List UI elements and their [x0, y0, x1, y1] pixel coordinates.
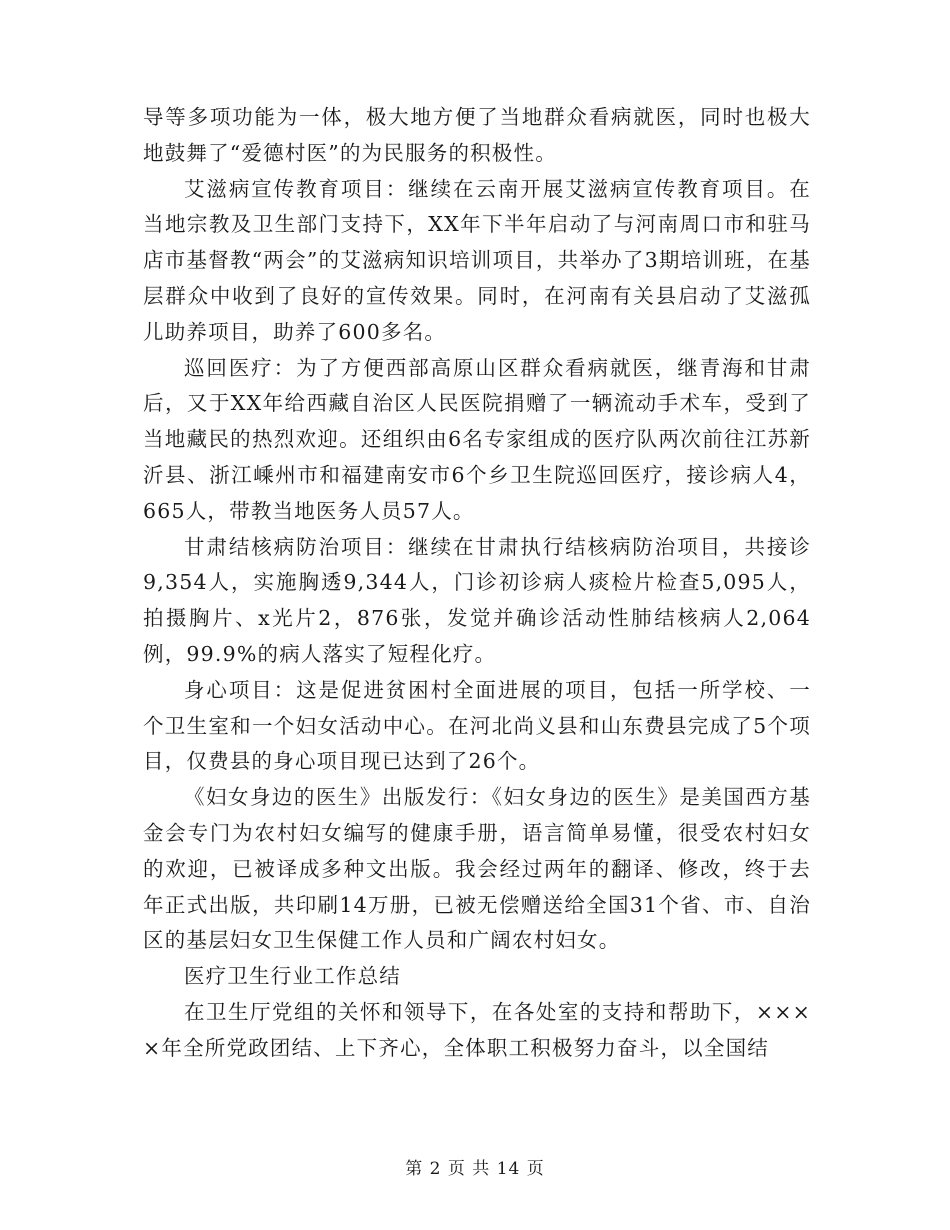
paragraph-book-publication: 《妇女身边的医生》出版发行：《妇女身边的医生》是美国西方基金会专门为农村妇女编写的健康手册，语言简单易懂，很受农村妇女的欢迎，已被译成多种文出版。我会经过两年的翻译、修改，终于去年正式出版，共印刷14万册，已被无偿赠送给全国31个省、市、自治区的基层妇女卫生保健工作人员和广阔农村妇女。: [143, 785, 811, 953]
document-body: [143, 100, 811, 1067]
paragraph-continued: 导等多项功能为一体，极大地方便了当地群众看病就医，同时也极大地鼓舞了“爱德村医”的为民服务的积极性。: [143, 105, 811, 165]
paragraph-aids-education: 艾滋病宣传教育项目：继续在云南开展艾滋病宣传教育项目。在当地宗教及卫生部门支持下，XX年下半年启动了与河南周口市和驻马店市基督教“两会”的艾滋病知识培训项目，共举办了3期培训班，在基层群众中收到了良好的宣传效果。同时，在河南有关县启动了艾滋孤儿助养项目，助养了600多名。: [143, 176, 811, 344]
page-number-footer: 第 2 页 共 14 页: [405, 1159, 545, 1179]
paragraph-work-summary: 在卫生厅党组的关怀和领导下，在各处室的支持和帮助下，××××年全所党政团结、上下齐心，全体职工积极努力奋斗，以全国结: [143, 999, 811, 1060]
section-heading: 医疗卫生行业工作总结: [184, 964, 401, 989]
paragraph-mobile-medical: 巡回医疗：为了方便西部高原山区群众看病就医，继青海和甘肃后，又于XX年给西藏自治区人民医院捐赠了一辆流动手术车，受到了当地藏民的热烈欢迎。还组织由6名专家组成的医疗队两次前往江苏新沂县、浙江嵊州市和福建南安市6个乡卫生院巡回医疗，接诊病人4，665人，带教当地医务人员57人。: [143, 355, 811, 523]
paragraph-body-mind-project: 身心项目：这是促进贫困村全面进展的项目，包括一所学校、一个卫生室和一个妇女活动中心。在河北尚义县和山东费县完成了5个项目，仅费县的身心项目现已达到了26个。: [143, 677, 811, 774]
paragraph-tuberculosis: 甘肃结核病防治项目：继续在甘肃执行结核病防治项目，共接诊9,354人，实施胸透9,344人，门诊初诊病人痰检片检查5,095人，拍摄胸片、x光片2，876张，发觉并确诊活动性肺结核病人2,064例，99.9%的病人落实了短程化疗。: [143, 534, 811, 666]
